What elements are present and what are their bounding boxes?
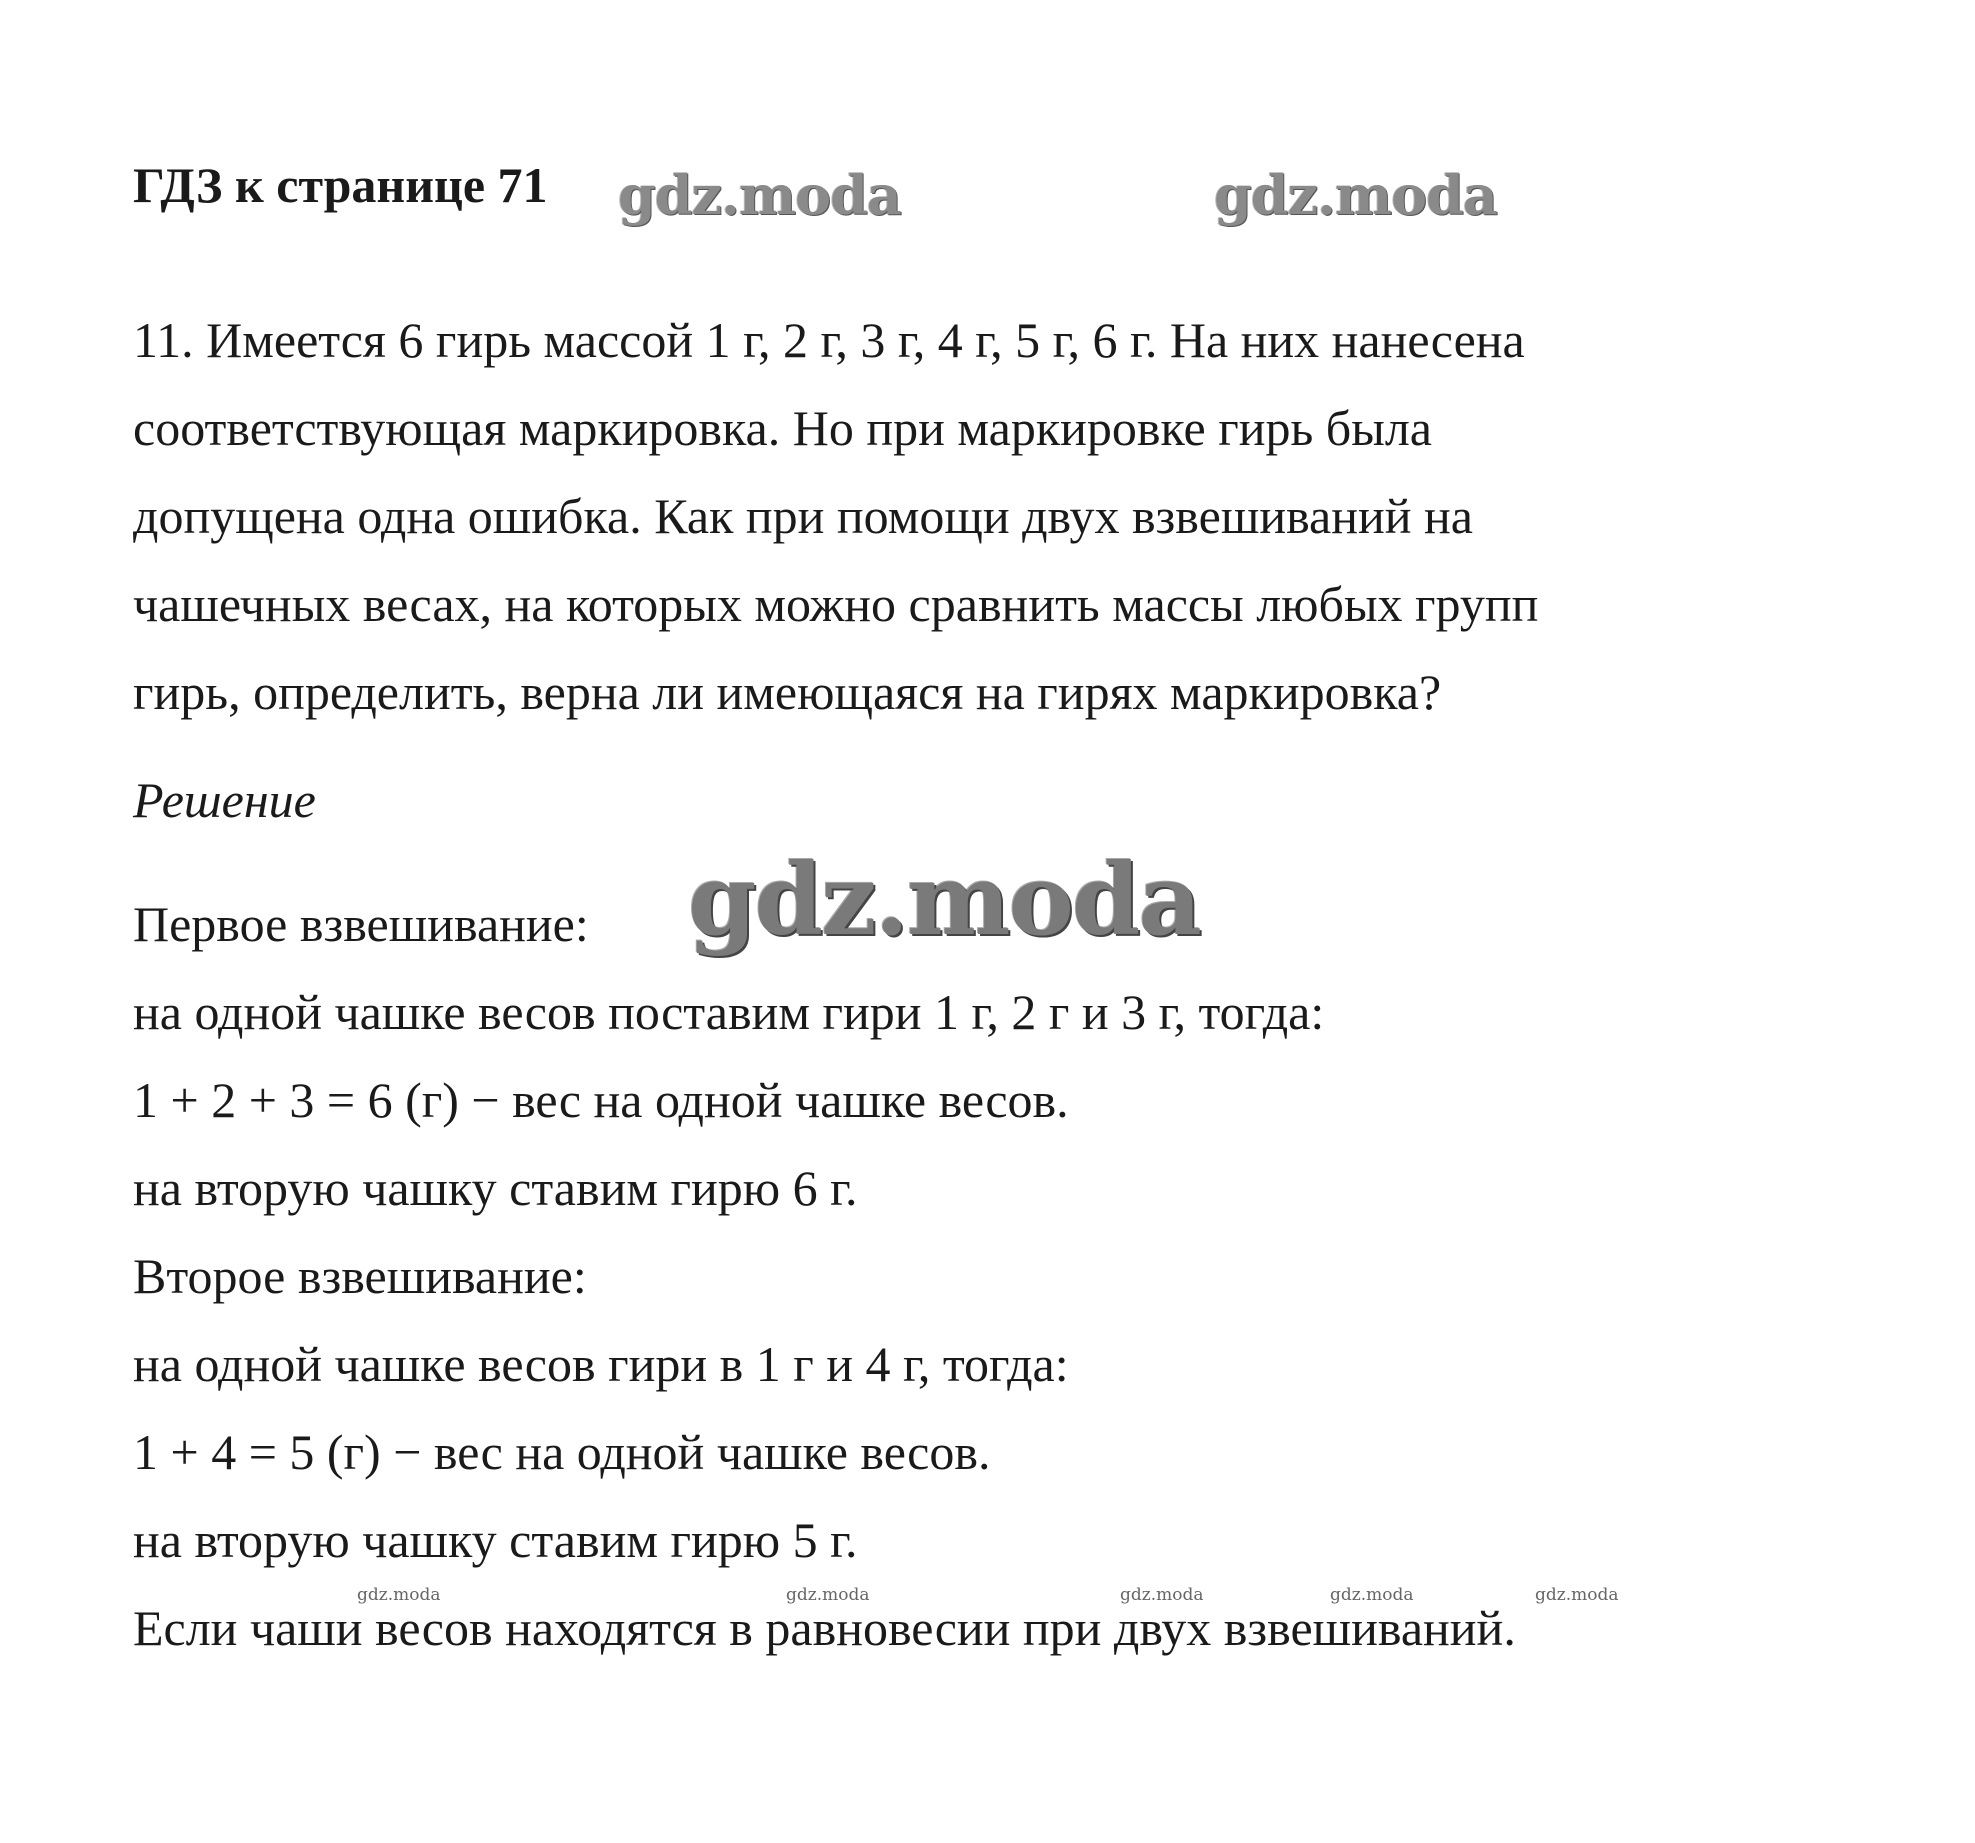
solution-line: на вторую чашку ставим гирю 5 г. (133, 1512, 858, 1568)
problem-line: допущена одна ошибка. Как при помощи двух взвешиваний на (133, 488, 1473, 544)
watermark-logo-small: gdz.moda (1330, 1585, 1414, 1605)
watermark-logo: gdz.moda (1214, 163, 1497, 227)
solution-line: Если чаши весов находятся в равновесии при двух взвешиваний. (133, 1600, 1516, 1656)
solution-heading: Решение (133, 772, 316, 828)
watermark-logo-small: gdz.moda (786, 1585, 870, 1605)
watermark-logo: gdz.moda (618, 163, 901, 227)
solution-line: 1 + 2 + 3 = 6 (г) − вес на одной чашке весов. (133, 1072, 1069, 1128)
solution-line: 1 + 4 = 5 (г) − вес на одной чашке весов. (133, 1424, 991, 1480)
page-title: ГДЗ к странице 71 (133, 157, 548, 213)
solution-line: на одной чашке весов гири в 1 г и 4 г, тогда: (133, 1336, 1069, 1392)
solution-line: Второе взвешивание: (133, 1248, 587, 1304)
problem-line: соответствующая маркировка. Но при маркировке гирь была (133, 400, 1432, 456)
watermark-logo-small: gdz.moda (1120, 1585, 1204, 1605)
watermark-logo-large: gdz.moda (688, 843, 1200, 958)
solution-text (133, 880, 1516, 1672)
problem-text (133, 296, 1893, 736)
watermark-logo-small: gdz.moda (1535, 1585, 1619, 1605)
solution-line: Первое взвешивание: (133, 896, 589, 952)
solution-line: на одной чашке весов поставим гири 1 г, 2 г и 3 г, тогда: (133, 984, 1325, 1040)
problem-line: гирь, определить, верна ли имеющаяся на гирях маркировка? (133, 664, 1442, 720)
problem-line: 11. Имеется 6 гирь массой 1 г, 2 г, 3 г, 4 г, 5 г, 6 г. На них нанесена (133, 312, 1525, 368)
watermark-logo-small: gdz.moda (357, 1585, 441, 1605)
problem-line: чашечных весах, на которых можно сравнить массы любых групп (133, 576, 1539, 632)
solution-line: на вторую чашку ставим гирю 6 г. (133, 1160, 858, 1216)
